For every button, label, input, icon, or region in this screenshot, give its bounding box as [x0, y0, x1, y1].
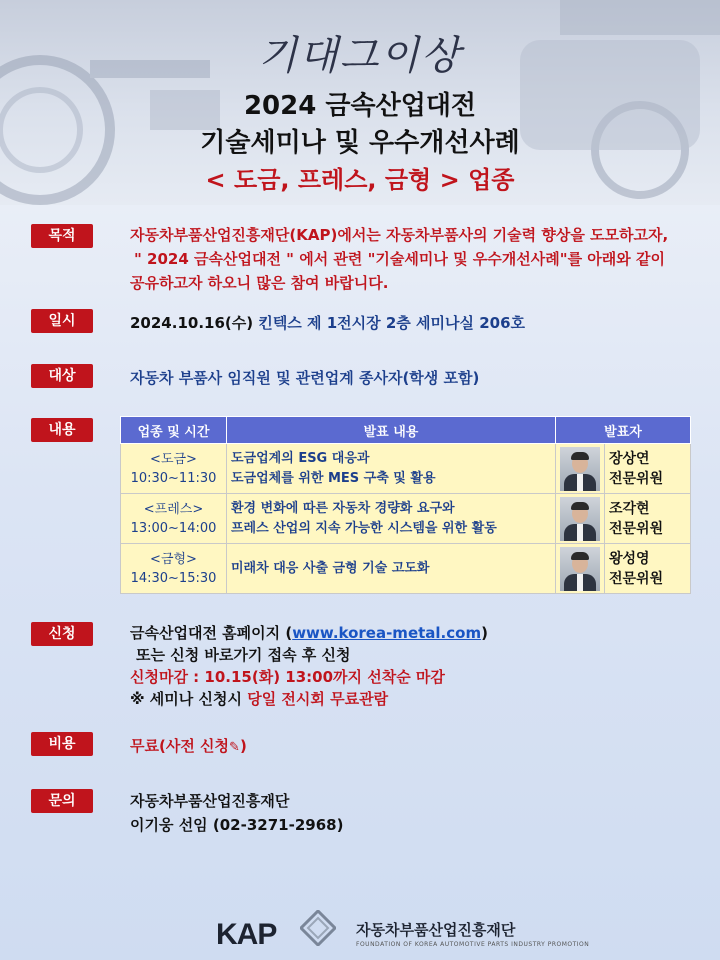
table-header-row — [121, 417, 691, 444]
org-name: 자동차부품산업진흥재단 — [356, 921, 516, 939]
purpose-line-1: 자동차부품산업진흥재단(KAP)에서는 자동차부품사의 기술력 향상을 도모하고자, — [130, 226, 669, 244]
purpose-line-3: 공유하고자 하오니 많은 참여 바랍니다. — [130, 274, 389, 292]
inquiry-org: 자동차부품산업진흥재단 — [130, 792, 290, 810]
date-line — [130, 312, 525, 333]
inquiry-contact: 이기웅 선임 (02-3271-2968) — [130, 816, 344, 834]
apply-note-free: 당일 전시회 무료관람 — [247, 690, 389, 708]
org-subtitle: FOUNDATION OF KOREA AUTOMOTIVE PARTS INDUSTRY PROMOTION — [356, 941, 590, 948]
apply-text — [130, 622, 488, 710]
speaker-title: 전문위원 — [609, 520, 664, 537]
apply-note-prefix: ※ 세미나 신청시 — [130, 690, 248, 708]
table-row — [121, 494, 691, 544]
speaker-name: 장상연 — [609, 450, 650, 467]
title-line-1: 2024 금속산업대전 — [243, 91, 477, 121]
row-topic-line-2: 프레스 산업의 지속 가능한 시스템을 위한 활동 — [231, 520, 497, 536]
header-banner — [0, 0, 720, 205]
row-topic-line-1: 도금업계의 ESG 대응과 — [231, 450, 370, 466]
homepage-link[interactable]: www.korea-metal.com — [292, 624, 482, 642]
purpose-text — [130, 223, 715, 295]
row-topic-cell — [227, 494, 556, 544]
speaker-title: 전문위원 — [609, 570, 664, 587]
date-text: 2024.10.16(수) — [130, 314, 254, 332]
row-photo-cell — [556, 544, 605, 594]
row-topic-cell — [227, 444, 556, 494]
apply-line-1-suffix: ) — [481, 624, 488, 642]
row-time-cell — [121, 544, 227, 594]
title-line-3: < 도금, 프레스, 금형 > 업종 — [205, 166, 515, 194]
apply-line-1-prefix: 금속산업대전 홈페이지 ( — [130, 624, 293, 642]
row-photo-cell — [556, 494, 605, 544]
speaker-photo — [560, 447, 600, 491]
date-tag: 일시 — [31, 309, 93, 333]
row-time-cell — [121, 494, 227, 544]
cost-tag: 비용 — [31, 732, 93, 756]
row-photo-cell — [556, 444, 605, 494]
purpose-tag: 목적 — [31, 224, 93, 248]
content-tag: 내용 — [31, 418, 93, 442]
cost-label: 무료(사전 신청 — [130, 737, 230, 755]
kap-diamond-icon — [300, 910, 336, 946]
inquiry-tag: 문의 — [31, 789, 93, 813]
apply-note — [130, 688, 488, 710]
apply-deadline: 신청마감 : 10.15(화) 13:00까지 선착순 마감 — [130, 668, 445, 686]
row-time: 14:30~15:30 — [130, 570, 217, 586]
row-speaker-cell — [605, 494, 691, 544]
row-time: 13:00~14:00 — [130, 520, 217, 536]
header-industry-time: 업종 및 시간 — [121, 417, 227, 444]
row-industry: <도금> — [150, 451, 197, 467]
purpose-line-2: " 2024 금속산업대전 " 에서 관련 "기술세미나 및 우수개선사례"를 아래와 같이 — [134, 250, 665, 268]
script-logo: 기대그이상 — [258, 33, 462, 79]
row-time-cell — [121, 444, 227, 494]
apply-line-1 — [130, 622, 488, 644]
program-table — [120, 416, 691, 594]
header-topic: 발표 내용 — [227, 417, 556, 444]
speaker-name: 왕성영 — [609, 550, 650, 567]
kap-logo-text: KAP — [216, 918, 277, 951]
cost-label-end: ) — [239, 737, 247, 755]
target-tag: 대상 — [31, 364, 93, 388]
row-industry: <금형> — [150, 551, 197, 567]
row-topic-line-2: 도금업체를 위한 MES 구축 및 활용 — [231, 470, 436, 486]
pencil-icon: ✎ — [229, 740, 240, 755]
speaker-name: 조각현 — [609, 500, 650, 517]
row-topic-line-1: 미래차 대응 사출 금형 기술 고도화 — [231, 560, 430, 576]
inquiry-text — [130, 789, 343, 837]
speaker-photo — [560, 497, 600, 541]
cost-text — [130, 735, 247, 756]
header-speaker: 발표자 — [556, 417, 691, 444]
apply-tag: 신청 — [31, 622, 93, 646]
title-line-2: 기술세미나 및 우수개선사례 — [200, 128, 520, 158]
target-text: 자동차 부품사 임직원 및 관련업계 종사자(학생 포함) — [130, 369, 480, 387]
row-topic-line-1: 환경 변화에 따른 자동차 경량화 요구와 — [231, 500, 455, 516]
table-row — [121, 444, 691, 494]
speaker-title: 전문위원 — [609, 470, 664, 487]
row-speaker-cell — [605, 544, 691, 594]
row-speaker-cell — [605, 444, 691, 494]
row-industry: <프레스> — [143, 501, 204, 517]
venue-text: 킨텍스 제 1전시장 2층 세미나실 206호 — [258, 314, 525, 332]
row-topic-cell — [227, 544, 556, 594]
table-row — [121, 544, 691, 594]
speaker-photo — [560, 547, 600, 591]
row-time: 10:30~11:30 — [130, 470, 217, 486]
apply-line-2: 또는 신청 바로가기 접속 후 신청 — [136, 646, 351, 664]
